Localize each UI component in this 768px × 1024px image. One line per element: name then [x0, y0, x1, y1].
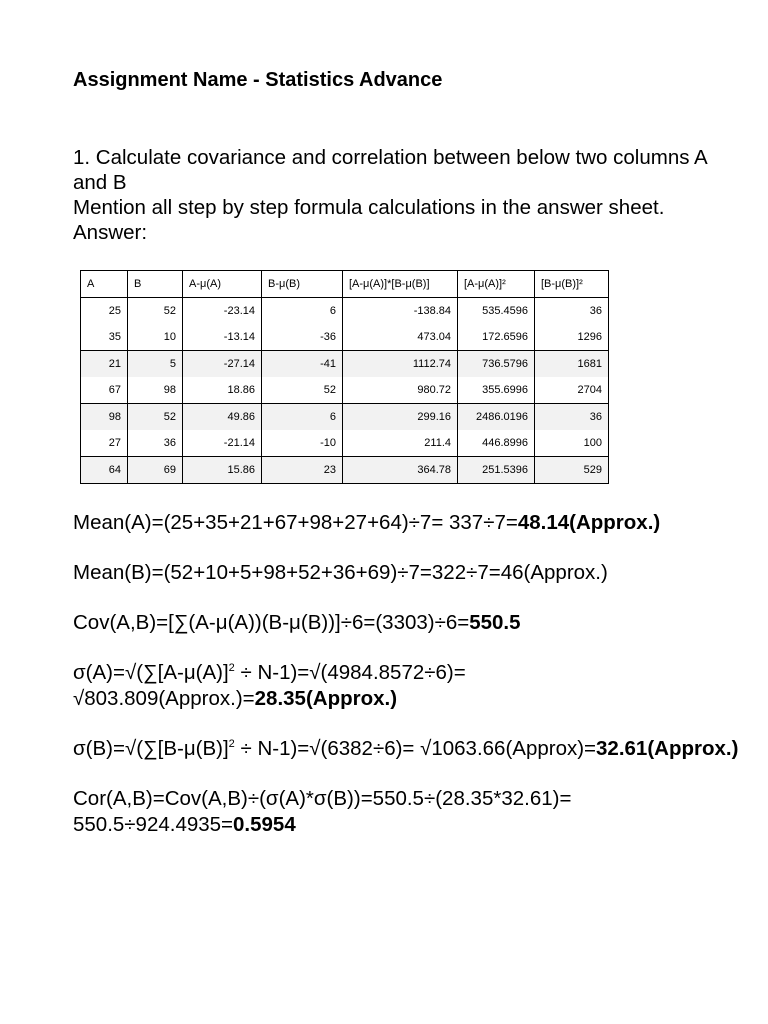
table-cell: 1681	[535, 351, 609, 378]
table-cell: 5	[128, 351, 183, 378]
table-cell: 446.8996	[458, 430, 535, 457]
table-row	[81, 457, 609, 484]
covariance-result: 550.5	[469, 611, 521, 634]
column-header-product: [A-μ(A)]*[B-μ(B)]	[343, 271, 458, 298]
table-cell: 2704	[535, 377, 609, 404]
mean-a-formula: Mean(A)=(25+35+21+67+98+27+64)÷7= 337÷7=	[73, 511, 518, 534]
table-row	[81, 404, 609, 431]
correlation-result: 0.5954	[233, 813, 296, 836]
table-cell: 98	[128, 377, 183, 404]
table-cell: 25	[81, 298, 128, 325]
table-cell: 364.78	[343, 457, 458, 484]
sigma-a-exponent: 2	[228, 662, 235, 675]
table-cell: -23.14	[183, 298, 262, 325]
table-cell: 1296	[535, 324, 609, 351]
sigma-a-formula-end: ÷ N-1)=√(4984.8572÷6)= √803.809(Approx.)=	[73, 661, 466, 710]
table-cell: 2486.0196	[458, 404, 535, 431]
table-cell: -138.84	[343, 298, 458, 325]
column-header-b-sq: [B-μ(B)]²	[535, 271, 609, 298]
table-cell: 23	[262, 457, 343, 484]
table-cell: 36	[128, 430, 183, 457]
calculations-block	[73, 510, 753, 862]
covariance-calculation	[73, 610, 753, 636]
instruction-text: Mention all step by step formula calculations in the answer sheet.	[73, 196, 665, 219]
table-cell: 27	[81, 430, 128, 457]
table-cell: 98	[81, 404, 128, 431]
column-header-b-dev: B-μ(B)	[262, 271, 343, 298]
correlation-formula: Cor(A,B)=Cov(A,B)÷(σ(A)*σ(B))=550.5÷(28.35*32.61)= 550.5÷924.4935=	[73, 787, 572, 836]
column-header-b: B	[128, 271, 183, 298]
table-cell: 64	[81, 457, 128, 484]
table-row	[81, 351, 609, 378]
table-cell: -41	[262, 351, 343, 378]
table-cell: 100	[535, 430, 609, 457]
table-cell: 49.86	[183, 404, 262, 431]
assignment-title: Assignment Name - Statistics Advance	[73, 69, 443, 91]
table-cell: 15.86	[183, 457, 262, 484]
column-header-a: A	[81, 271, 128, 298]
sigma-a-result: 28.35(Approx.)	[254, 687, 398, 710]
table-row	[81, 324, 609, 351]
table-cell: -10	[262, 430, 343, 457]
correlation-calculation	[73, 786, 753, 838]
sigma-b-calculation	[73, 736, 753, 762]
table-cell: 251.5396	[458, 457, 535, 484]
table-cell: 299.16	[343, 404, 458, 431]
covariance-formula: Cov(A,B)=[∑(A-μ(A))(B-μ(B))]÷6=(3303)÷6=	[73, 611, 470, 634]
table-cell: 21	[81, 351, 128, 378]
table-cell: 18.86	[183, 377, 262, 404]
sigma-b-formula-start: σ(B)=√(∑[B-μ(B)]	[73, 737, 229, 760]
table-row	[81, 377, 609, 404]
answer-label: Answer:	[73, 221, 148, 244]
table-cell: 69	[128, 457, 183, 484]
table-cell: 67	[81, 377, 128, 404]
table-cell: 529	[535, 457, 609, 484]
table-cell: 535.4596	[458, 298, 535, 325]
table-cell: 736.5796	[458, 351, 535, 378]
table-cell: 35	[81, 324, 128, 351]
table-row	[81, 430, 609, 457]
column-header-a-sq: [A-μ(A)]²	[458, 271, 535, 298]
question-text: 1. Calculate covariance and correlation between below two columns A and B	[73, 146, 707, 194]
sigma-b-exponent: 2	[228, 738, 235, 751]
sigma-b-result: 32.61(Approx.)	[596, 737, 739, 760]
sigma-a-calculation	[73, 660, 753, 712]
table-cell: 10	[128, 324, 183, 351]
sigma-b-formula-end: ÷ N-1)=√(6382÷6)= √1063.66(Approx)=	[234, 737, 597, 760]
mean-a-calculation	[73, 510, 753, 536]
table-cell: -27.14	[183, 351, 262, 378]
sigma-a-formula-start: σ(A)=√(∑[A-μ(A)]	[73, 661, 229, 684]
mean-a-result: 48.14(Approx.)	[517, 511, 661, 534]
table-cell: 211.4	[343, 430, 458, 457]
calculation-table	[80, 270, 609, 484]
table-row	[81, 298, 609, 325]
column-header-a-dev: A-μ(A)	[183, 271, 262, 298]
mean-b-formula: Mean(B)=(52+10+5+98+52+36+69)÷7=322÷7=46(Approx.)	[73, 561, 608, 584]
table-cell: 355.6996	[458, 377, 535, 404]
table-cell: 6	[262, 298, 343, 325]
table-cell: 36	[535, 404, 609, 431]
table-cell: 36	[535, 298, 609, 325]
table-cell: -21.14	[183, 430, 262, 457]
question-block	[73, 145, 713, 245]
table-cell: 1112.74	[343, 351, 458, 378]
table-cell: 6	[262, 404, 343, 431]
table-header-row	[81, 271, 609, 298]
table-cell: 52	[262, 377, 343, 404]
mean-b-calculation	[73, 560, 753, 586]
table-cell: 52	[128, 298, 183, 325]
table-cell: -13.14	[183, 324, 262, 351]
table-cell: 473.04	[343, 324, 458, 351]
table-cell: 52	[128, 404, 183, 431]
table-cell: -36	[262, 324, 343, 351]
table-cell: 172.6596	[458, 324, 535, 351]
table-cell: 980.72	[343, 377, 458, 404]
